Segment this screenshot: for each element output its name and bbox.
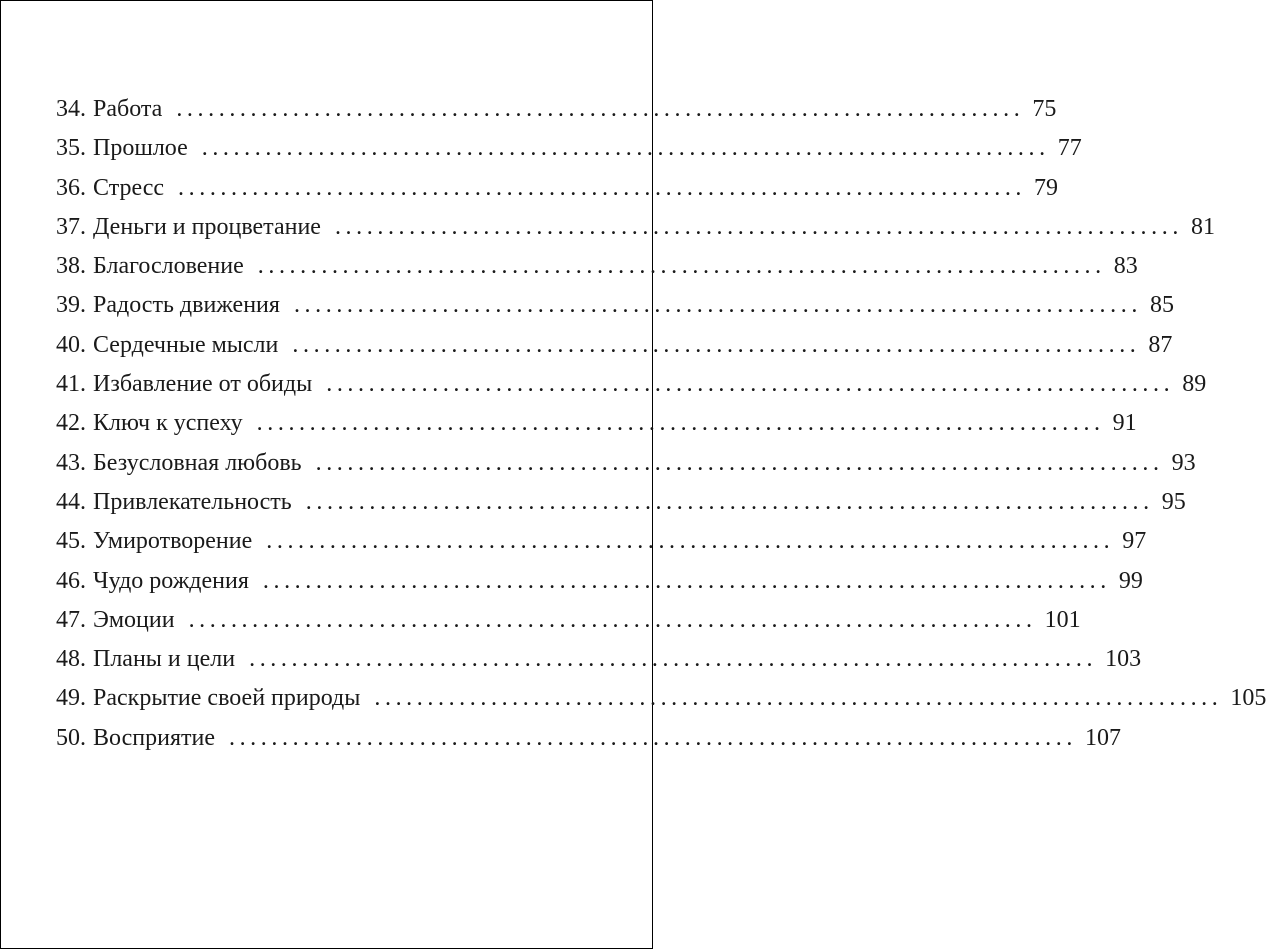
dot-leader: ................................................................................ — [315, 449, 1164, 476]
toc-entry-page-number: 103 — [1105, 646, 1142, 673]
toc-entry-number: 40. — [56, 331, 86, 358]
toc-entry-page-number: 87 — [1148, 331, 1173, 358]
toc-entry-number: 43. — [56, 449, 86, 476]
toc-entry — [56, 129, 1082, 168]
toc-entry-title: Благословение — [93, 253, 244, 280]
dot-leader: ................................................................................ — [334, 213, 1183, 240]
toc-entry-title: Безусловная любовь — [93, 449, 302, 476]
toc-entry — [56, 601, 1081, 640]
toc-entry-title: Деньги и процветание — [93, 213, 321, 240]
dot-leader: ................................................................................ — [262, 567, 1111, 594]
toc-entry-number: 38. — [56, 253, 86, 280]
dot-leader: ................................................................................ — [256, 410, 1105, 437]
toc-entry-number: 37. — [56, 213, 86, 240]
toc-entry — [56, 208, 1215, 247]
dot-leader: ................................................................................ — [201, 135, 1050, 162]
toc-entry-number: 45. — [56, 528, 86, 555]
toc-entry-page-number: 99 — [1118, 567, 1143, 594]
toc-entry — [56, 640, 1142, 679]
dot-leader: ................................................................................ — [326, 371, 1175, 398]
toc-entry-number: 35. — [56, 135, 86, 162]
toc-entry-page-number: 81 — [1190, 213, 1215, 240]
toc-entry-page-number: 75 — [1032, 96, 1057, 122]
dot-leader: ................................................................................ — [293, 292, 1142, 319]
toc-entry — [56, 522, 1147, 561]
toc-entry-title: Ключ к успеху — [93, 410, 243, 437]
toc-entry — [56, 679, 1266, 718]
dot-leader: ................................................................................ — [176, 96, 1025, 122]
toc-entry-number: 50. — [56, 724, 86, 751]
toc-entry-page-number: 101 — [1044, 606, 1081, 633]
toc-entry-page-number: 97 — [1122, 528, 1147, 555]
toc-entry-title: Работа — [93, 96, 163, 122]
toc-entry-number: 47. — [56, 606, 86, 633]
toc-entry — [56, 326, 1173, 365]
toc-entry-number: 41. — [56, 371, 86, 398]
toc-entry-number: 49. — [56, 685, 86, 712]
dot-leader: ................................................................................ — [266, 528, 1115, 555]
toc-entry — [56, 404, 1137, 443]
toc-entry-number: 42. — [56, 410, 86, 437]
dot-leader: ................................................................................ — [188, 606, 1037, 633]
toc-entry-number: 48. — [56, 646, 86, 673]
toc-entry-number: 39. — [56, 292, 86, 319]
toc-entry-page-number: 95 — [1161, 488, 1186, 515]
toc-entry — [56, 247, 1138, 286]
toc-entry-title: Прошлое — [93, 135, 188, 162]
toc-entry-page-number: 77 — [1057, 135, 1082, 162]
toc-entry-page-number: 107 — [1084, 724, 1121, 751]
toc-entry-page-number: 93 — [1171, 449, 1196, 476]
toc-entry-page-number: 85 — [1149, 292, 1174, 319]
toc-entry-number: 34. — [56, 96, 86, 122]
toc-entry-page-number: 83 — [1113, 253, 1138, 280]
dot-leader: ................................................................................ — [374, 685, 1223, 712]
table-of-contents — [56, 90, 1266, 758]
toc-entry-page-number: 105 — [1230, 685, 1266, 712]
dot-leader: ................................................................................ — [257, 253, 1106, 280]
toc-entry-title: Восприятие — [93, 724, 215, 751]
toc-entry-title: Стресс — [93, 174, 165, 201]
toc-entry-title: Избавление от обиды — [93, 371, 313, 398]
toc-entry — [56, 286, 1174, 325]
toc-entry-page-number: 91 — [1112, 410, 1137, 437]
toc-entry-title: Умиротворение — [93, 528, 253, 555]
toc-entry-title: Привлекательность — [93, 488, 292, 515]
toc-entry — [56, 90, 1057, 129]
toc-entry — [56, 483, 1186, 522]
toc-entry — [56, 169, 1059, 208]
dot-leader: ................................................................................ — [292, 331, 1141, 358]
toc-entry-title: Раскрытие своей природы — [93, 685, 361, 712]
toc-entry — [56, 562, 1143, 601]
toc-entry-title: Эмоции — [93, 606, 175, 633]
toc-entry-title: Чудо рождения — [93, 567, 249, 594]
toc-entry-page-number: 79 — [1034, 174, 1059, 201]
toc-entry-title: Планы и цели — [93, 646, 236, 673]
dot-leader: ................................................................................ — [228, 724, 1077, 751]
toc-entry-number: 36. — [56, 174, 86, 201]
dot-leader: ................................................................................ — [249, 646, 1098, 673]
toc-entry-number: 44. — [56, 488, 86, 515]
toc-entry — [56, 444, 1196, 483]
toc-entry — [56, 365, 1207, 404]
toc-entry — [56, 719, 1121, 758]
dot-leader: ................................................................................ — [305, 488, 1154, 515]
toc-entry-number: 46. — [56, 567, 86, 594]
toc-entry-title: Сердечные мысли — [93, 331, 279, 358]
toc-entry-title: Радость движения — [93, 292, 280, 319]
toc-entry-page-number: 89 — [1182, 371, 1207, 398]
dot-leader: ................................................................................ — [178, 174, 1027, 201]
